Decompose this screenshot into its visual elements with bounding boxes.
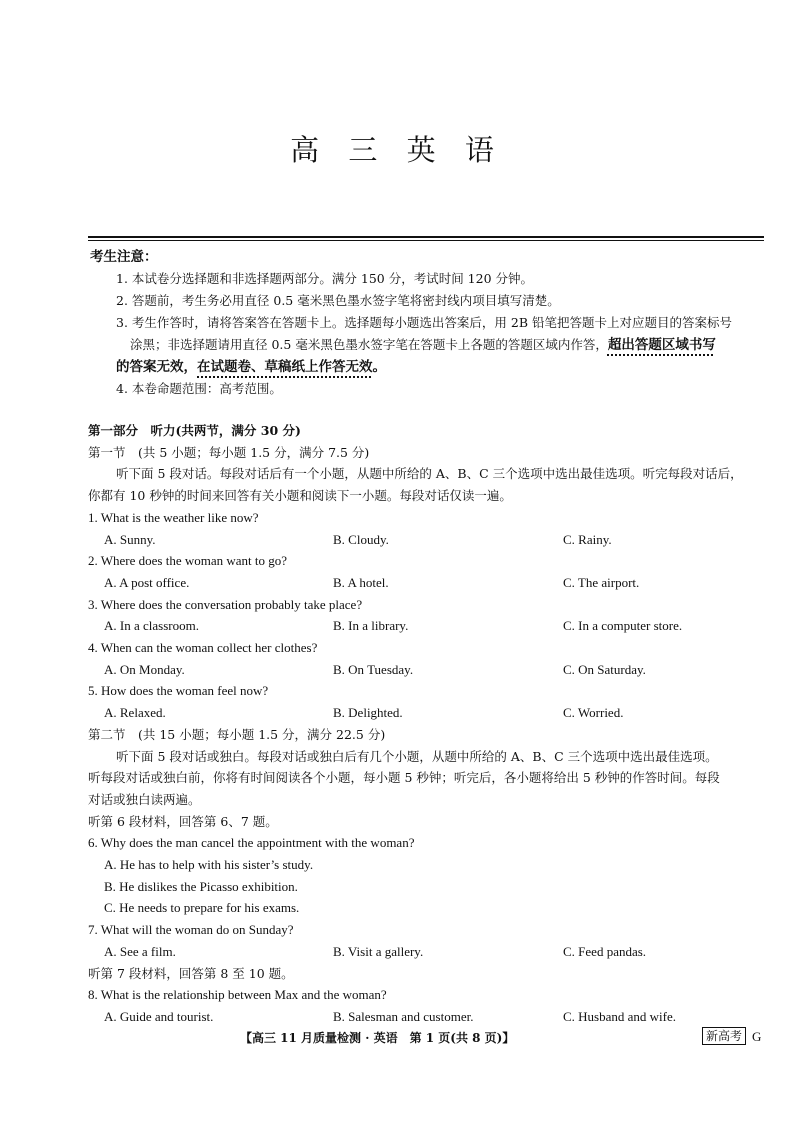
footer-page-info: 【高三 11 月质量检测 · 英语 第 1 页(共 8 页)】 <box>240 1031 515 1045</box>
candidate-notice <box>90 246 766 400</box>
question-7-stem: 7. What will the woman do on Sunday? <box>88 922 294 938</box>
question-3-option-a: A. In a classroom. <box>104 618 199 634</box>
part-one-heading: 第一部分 听力(共两节，满分 30 分) <box>88 423 301 438</box>
question-4-option-a: A. On Monday. <box>104 661 185 677</box>
section-one-instruction-1: 听下面 5 段对话。每段对话后有一个小题，从题中所给的 A、B、C 三个选项中选出最佳选项。听完每段对话后， <box>116 466 743 482</box>
question-6-stem: 6. Why does the man cancel the appointment with the woman? <box>88 835 415 851</box>
question-1-option-c: C. Rainy. <box>563 531 612 547</box>
material-6-note: 听第 6 段材料，回答第 6、7 题。 <box>88 813 278 829</box>
question-2-options <box>88 572 768 594</box>
notice-item-3-sep: ， <box>183 359 197 375</box>
question-7-option-c: C. Feed pandas. <box>563 943 647 959</box>
question-4-options <box>88 659 768 681</box>
page-title: 高 三 英 语 <box>290 133 504 167</box>
section-two-title: 第二节 (共 15 小题；每小题 1.5 分，满分 22.5 分) <box>88 726 386 742</box>
question-3-option-c: C. In a computer store. <box>563 618 683 634</box>
notice-item-3: 3. 考生作答时，请将答案答在答题卡上。选择题每小题选出答案后，用 2B 铅笔把答题卡上对应题目的答案标号 <box>116 315 732 330</box>
question-1-options <box>88 529 768 551</box>
notice-heading: 考生注意： <box>90 249 158 265</box>
header-rule-thick <box>88 236 764 238</box>
notice-item-3-bold: 超出答题区域书写 <box>607 337 716 353</box>
question-3-options <box>88 615 768 637</box>
material-7-note: 听第 7 段材料，回答第 8 至 10 题。 <box>88 965 294 981</box>
question-5-stem: 5. How does the woman feel now? <box>88 683 269 699</box>
question-4-option-b: B. On Tuesday. <box>333 661 414 677</box>
question-6-option-c: C. He needs to prepare for his exams. <box>104 900 300 916</box>
question-5-options <box>88 702 768 724</box>
question-8-option-c: C. Husband and wife. <box>563 1008 677 1024</box>
question-1-option-b: B. Cloudy. <box>333 531 389 547</box>
notice-item-2: 2. 答题前，考生务必用直径 0.5 毫米黑色墨水签字笔将密封线内项目填写清楚。 <box>116 293 560 308</box>
notice-item-3-plain: 涂黑；非选择题请用直径 0.5 毫米黑色墨水签字笔在答题卡上各题的答题区域内作答， <box>130 337 608 352</box>
question-7-options <box>88 941 768 963</box>
footer-badge: 新高考 <box>702 1027 746 1045</box>
notice-item-1: 1. 本试卷分选择题和非选择题两部分。满分 150 分，考试时间 120 分钟。 <box>116 271 534 286</box>
header-rule-thin <box>88 240 764 241</box>
section-one-title: 第一节 (共 5 小题；每小题 1.5 分，满分 7.5 分) <box>88 444 370 460</box>
question-6-option-a: A. He has to help with his sister’s study. <box>104 857 314 873</box>
question-2-stem: 2. Where does the woman want to go? <box>88 553 288 569</box>
question-5-option-a: A. Relaxed. <box>104 705 166 721</box>
question-3-option-b: B. In a library. <box>333 618 409 634</box>
question-1-stem: 1. What is the weather like now? <box>88 509 259 525</box>
question-2-option-b: B. A hotel. <box>333 574 389 590</box>
question-2-option-a: A. A post office. <box>104 574 190 590</box>
notice-item-4: 4. 本卷命题范围：高考范围。 <box>116 381 282 396</box>
notice-item-3-cont2 <box>90 356 766 378</box>
question-8-stem: 8. What is the relationship between Max and the woman? <box>88 987 387 1003</box>
question-4-stem: 4. When can the woman collect her clothes? <box>88 640 318 656</box>
question-1-option-a: A. Sunny. <box>104 531 156 547</box>
notice-item-3-end: 。 <box>372 359 386 375</box>
question-5-option-b: B. Delighted. <box>333 705 403 721</box>
footer-letter: G <box>752 1029 762 1044</box>
question-7-option-b: B. Visit a gallery. <box>333 943 424 959</box>
question-4-option-c: C. On Saturday. <box>563 661 646 677</box>
notice-item-3-cont <box>90 334 766 356</box>
section-two-instruction-2: 听每段对话或独白前，你将有时间阅读各个小题，每小题 5 秒钟；听完后，各小题将给出 5 秒钟的作答时间。每段 <box>88 770 720 786</box>
section-one-instruction-2: 你都有 10 秒钟的时间来回答有关小题和阅读下一小题。每段对话仅读一遍。 <box>88 488 512 504</box>
question-8-option-a: A. Guide and tourist. <box>104 1008 214 1024</box>
question-8-options <box>88 1006 768 1028</box>
question-6-option-b: B. He dislikes the Picasso exhibition. <box>104 878 298 894</box>
question-2-option-c: C. The airport. <box>563 574 640 590</box>
section-two-instruction-3: 对话或独白读两遍。 <box>88 791 201 807</box>
notice-item-3-bold-b: 在试题卷、草稿纸上作答无效 <box>197 359 373 375</box>
question-3-stem: 3. Where does the conversation probably take place? <box>88 596 363 612</box>
question-8-option-b: B. Salesman and customer. <box>333 1008 474 1024</box>
notice-item-3-bold-a: 的答案无效 <box>116 359 184 375</box>
question-7-option-a: A. See a film. <box>104 943 176 959</box>
part-one-listening <box>88 420 768 1028</box>
section-two-instruction-1: 听下面 5 段对话或独白。每段对话或独白后有几个小题，从题中所给的 A、B、C 三个选项中选出最佳选项。 <box>116 748 718 764</box>
question-5-option-c: C. Worried. <box>563 705 624 721</box>
